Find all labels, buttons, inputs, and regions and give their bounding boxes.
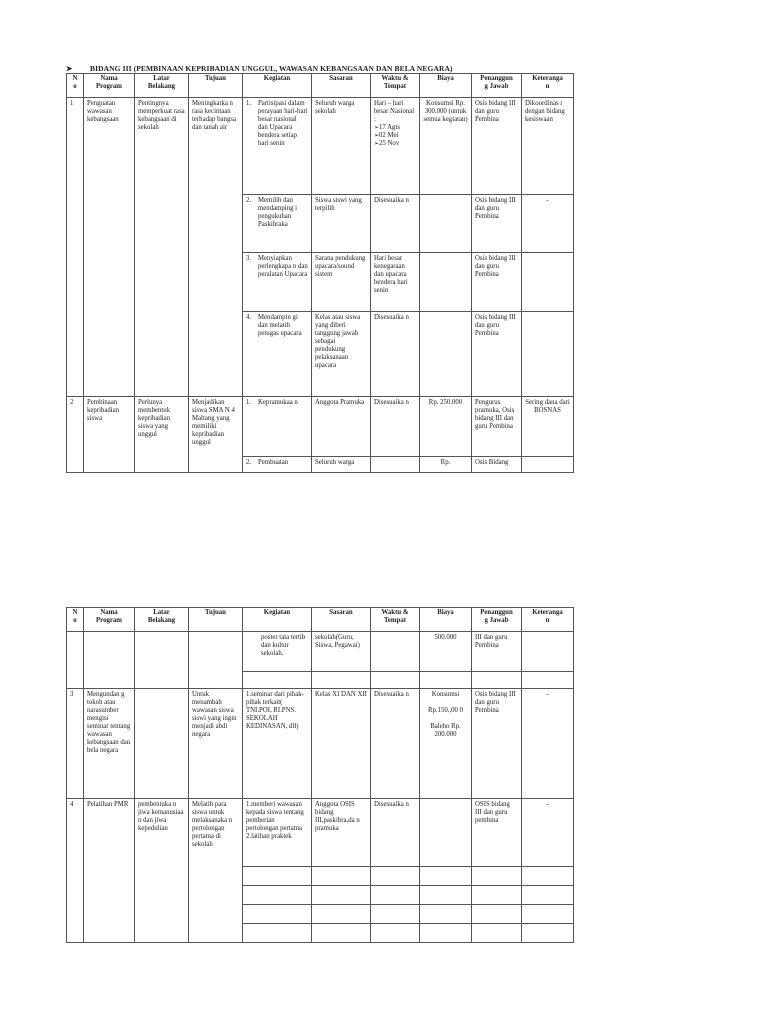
cell-waktu: Hari besar kenegaraan dan upacara bendera hari senin <box>371 253 420 312</box>
cell-keterangan <box>522 457 574 473</box>
cell-sasaran: Siswa siswi yang terpilih <box>312 195 371 253</box>
kegiatan-text: Kepramukaa n <box>258 399 298 406</box>
table-row <box>67 397 574 457</box>
cell-sasaran <box>312 886 371 905</box>
cell-waktu: Disesuaika n <box>371 312 420 397</box>
col-header-waktu: Waktu & Tempat <box>371 74 420 98</box>
cell-keterangan <box>522 672 574 689</box>
cell-biaya: Rp. <box>420 457 472 473</box>
cell-keterangan <box>522 905 574 924</box>
cell-pj <box>472 886 522 905</box>
cell-pj: Osis bidang III dan guru Pembina <box>472 689 522 799</box>
cell-kegiatan <box>243 397 312 457</box>
cell-tujuan: Meningkatka n rasa kecintaan terhadap bangsa dan tanah air <box>189 98 243 397</box>
cell-keterangan: Dikoordinas i dengan bidang kesiswaan <box>522 98 574 195</box>
cell-sasaran <box>312 867 371 886</box>
cell-keterangan: - <box>522 689 574 799</box>
cell-waktu <box>371 632 420 672</box>
table-row <box>67 632 574 672</box>
cell-biaya <box>420 799 472 867</box>
date-item: ➢ 25 Nov <box>374 140 416 148</box>
cell-no: 1 <box>67 98 84 397</box>
cell-no <box>67 632 84 689</box>
cell-kegiatan <box>243 253 312 312</box>
col-header-program: Nama Program <box>84 608 135 632</box>
kegiatan-text: 2.latihan praktek <box>246 833 292 840</box>
table-row <box>67 799 574 867</box>
cell-biaya: Rp. 250.000 <box>420 397 472 457</box>
cell-waktu <box>371 905 420 924</box>
cell-keterangan <box>522 886 574 905</box>
cell-program: Pembinaan kepribadian siswa <box>84 397 135 473</box>
cell-biaya <box>420 905 472 924</box>
col-header-sasaran: Sasaran <box>312 608 371 632</box>
col-header-biaya: Biaya <box>420 74 472 98</box>
col-header-biaya: Biaya <box>420 608 472 632</box>
cell-keterangan: - <box>522 799 574 867</box>
waktu-intro: Hari – hari besar Nasional : <box>374 100 415 123</box>
cell-sasaran: Seluruh warga sekolah <box>312 98 371 195</box>
cell-waktu <box>371 924 420 943</box>
cell-kegiatan <box>243 867 312 886</box>
kegiatan-number: 2. <box>246 197 252 204</box>
cell-waktu: Disesuaika n <box>371 689 420 799</box>
cell-sasaran <box>312 905 371 924</box>
cell-biaya <box>420 195 472 253</box>
date-list <box>374 124 416 148</box>
cell-keterangan: Sering dana dari BOSNAS <box>522 397 574 457</box>
section-heading-text: BIDANG III (PEMBINAAN KEPRIBADIAN UNGGUL, WAWASAN KEBANGSAAN DAN BELA NEGARA) <box>89 64 453 73</box>
section-heading <box>66 64 453 73</box>
cell-sasaran: Kelas XI DAN XII <box>312 689 371 799</box>
cell-sasaran <box>312 672 371 689</box>
cell-program <box>84 632 135 689</box>
col-header-no: N o <box>67 74 84 98</box>
program-table-page-2 <box>66 607 574 943</box>
cell-biaya <box>420 689 472 799</box>
cell-sasaran: Anggota Pramuka <box>312 397 371 457</box>
col-header-tujuan: Tujuan <box>189 608 243 632</box>
cell-tujuan: Menjadikan siswa SMA N 4 Maltang yang memiliki kepribadian unggul <box>189 397 243 473</box>
cell-pj <box>472 867 522 886</box>
cell-pj: Osis bidang III dan guru Pembina <box>472 253 522 312</box>
cell-kegiatan <box>243 924 312 943</box>
col-header-keterangan: Keteranga n <box>522 74 574 98</box>
biaya-line: Rp.150.,00 0 <box>427 707 464 714</box>
cell-tujuan: Untuk menambah wawasan siswa siswi yang ingin menjadi abdi negara <box>189 689 243 799</box>
kegiatan-number: 3. <box>246 255 252 262</box>
cell-waktu <box>371 867 420 886</box>
cell-kegiatan <box>243 457 312 473</box>
kegiatan-text: Mendampin gi dan melatih petugas upacara <box>258 314 302 337</box>
cell-biaya <box>420 867 472 886</box>
cell-sasaran: sekolah(Guru, Siswa, Pegawai) <box>312 632 371 672</box>
cell-tujuan <box>189 632 243 689</box>
cell-no: 4 <box>67 799 84 943</box>
kegiatan-number: 2. <box>246 459 252 466</box>
cell-biaya <box>420 924 472 943</box>
cell-pj <box>472 924 522 943</box>
kegiatan-text: Partisipasi dalam perayaan hari-hari besar nasional dan Upacara bendera setiap hari senin <box>258 100 308 147</box>
cell-latar <box>135 689 189 799</box>
cell-waktu: Disesuaika n <box>371 195 420 253</box>
cell-pj: Osis bidang III dan guru Pembina <box>472 195 522 253</box>
cell-keterangan <box>522 924 574 943</box>
cell-kegiatan <box>243 98 312 195</box>
cell-waktu <box>371 672 420 689</box>
cell-waktu <box>371 98 420 195</box>
cell-kegiatan <box>243 905 312 924</box>
cell-pj <box>472 672 522 689</box>
col-header-waktu: Waktu & Tempat <box>371 608 420 632</box>
cell-biaya <box>420 886 472 905</box>
cell-kegiatan: 1.seminar dari pihak-pihak terkait( TNI.POL RI.PNS. SEKOLAH KEDINASAN, dll) <box>243 689 312 799</box>
cell-kegiatan <box>243 886 312 905</box>
cell-pj: III dan guru Pembina <box>472 632 522 672</box>
kegiatan-text: Pembuatan <box>258 459 289 466</box>
cell-kegiatan <box>243 312 312 397</box>
cell-latar: Perlunya membentuk kepribadian siswa yang unggul <box>135 397 189 473</box>
kegiatan-number: 1. <box>246 100 252 107</box>
cell-pj: Pengurus pramuka, Osis bidang III dan guru Pembina <box>472 397 522 457</box>
cell-keterangan <box>522 867 574 886</box>
table-row <box>67 98 574 195</box>
cell-keterangan <box>522 253 574 312</box>
cell-program: Mengundan g tokoh atau narasumber mengisi seminar tentang wawasan kebangsaan dan bela negara <box>84 689 135 799</box>
col-header-keterangan: Keteranga n <box>522 608 574 632</box>
cell-no: 3 <box>67 689 84 799</box>
cell-biaya: 500.000 <box>420 632 472 672</box>
cell-latar <box>135 632 189 689</box>
cell-pj: Osis Bidang <box>472 457 522 473</box>
kegiatan-text: Menyiapkan perlengkapa n dan peralatan Upacara <box>258 255 308 278</box>
table-header-row <box>67 74 574 98</box>
cell-pj: OSIS bidang III dan guru pembina <box>472 799 522 867</box>
cell-latar: pembentuka n jiwa kemanusiaa n dan jiwa kepedulian <box>135 799 189 943</box>
cell-no: 2 <box>67 397 84 473</box>
cell-keterangan: - <box>522 195 574 253</box>
kegiatan-text: 1.memberi wawasan kepada siswa tentang pemberian pertolongan pertama <box>246 801 304 832</box>
cell-keterangan <box>522 632 574 672</box>
col-header-pj: Penanggun g Jawab <box>472 608 522 632</box>
cell-waktu: Disesuaika n <box>371 397 420 457</box>
cell-keterangan <box>522 312 574 397</box>
cell-sasaran: Kelas atau siswa yang diberi tanggung jawab sebagai pendukung pelaksanaan upacara <box>312 312 371 397</box>
col-header-kegiatan: Kegiatan <box>243 74 312 98</box>
cell-biaya: Konsumsi Rp. 300.000 (untuk semua kegiatan) <box>420 98 472 195</box>
col-header-latar: Latar Belakang <box>135 74 189 98</box>
cell-kegiatan <box>243 195 312 253</box>
cell-pj <box>472 905 522 924</box>
kegiatan-number: 1. <box>246 399 252 406</box>
biaya-line: Konsumsi <box>431 691 460 698</box>
kegiatan-text: Memilih dan mendamping i pengukuhan Paskibraka <box>258 197 298 228</box>
cell-sasaran: Seluruh warga <box>312 457 371 473</box>
cell-waktu <box>371 886 420 905</box>
col-header-tujuan: Tujuan <box>189 74 243 98</box>
cell-waktu <box>371 457 420 473</box>
col-header-latar: Latar Belakang <box>135 608 189 632</box>
cell-kegiatan <box>243 672 312 689</box>
cell-program: Pelatihan PMR <box>84 799 135 943</box>
col-header-pj: Penanggun g Jawab <box>472 74 522 98</box>
cell-program: Penguatan wawasan kebangsaan <box>84 98 135 397</box>
cell-waktu: Disesuaika n <box>371 799 420 867</box>
date-item: ➢ 17 Agts <box>374 124 416 132</box>
table-header-row <box>67 608 574 632</box>
cell-kegiatan: poster tata tertib dan kultur sekolah. <box>243 632 312 672</box>
arrow-bullet-icon: ➤ <box>66 64 73 73</box>
cell-latar: Pentingnya memperkuat rasa kebangsaan di sekolah <box>135 98 189 397</box>
kegiatan-number: 4. <box>246 314 252 321</box>
cell-sasaran: Sarana pendukung upacara/sound sistem <box>312 253 371 312</box>
cell-tujuan: Melatih para siswa untuk melaksanaka n pertolongan pertama di sekolah <box>189 799 243 943</box>
cell-pj: Osis bidang III dan guru Pembina <box>472 312 522 397</box>
cell-kegiatan <box>243 799 312 867</box>
cell-pj: Osis bidang III dan guru Pembina <box>472 98 522 195</box>
cell-biaya <box>420 672 472 689</box>
table-row <box>67 689 574 799</box>
cell-biaya <box>420 253 472 312</box>
date-item: ➢ 02 Mei <box>374 132 416 140</box>
cell-biaya <box>420 312 472 397</box>
col-header-kegiatan: Kegiatan <box>243 608 312 632</box>
cell-sasaran: Anggota OSIS bidang III,paskibra,da n pramuka <box>312 799 371 867</box>
col-header-no: N o <box>67 608 84 632</box>
col-header-program: Nama Program <box>84 74 135 98</box>
program-table-page-1 <box>66 73 574 473</box>
col-header-sasaran: Sasaran <box>312 74 371 98</box>
biaya-line: Baleho Rp. 200.000 <box>430 723 461 738</box>
cell-sasaran <box>312 924 371 943</box>
